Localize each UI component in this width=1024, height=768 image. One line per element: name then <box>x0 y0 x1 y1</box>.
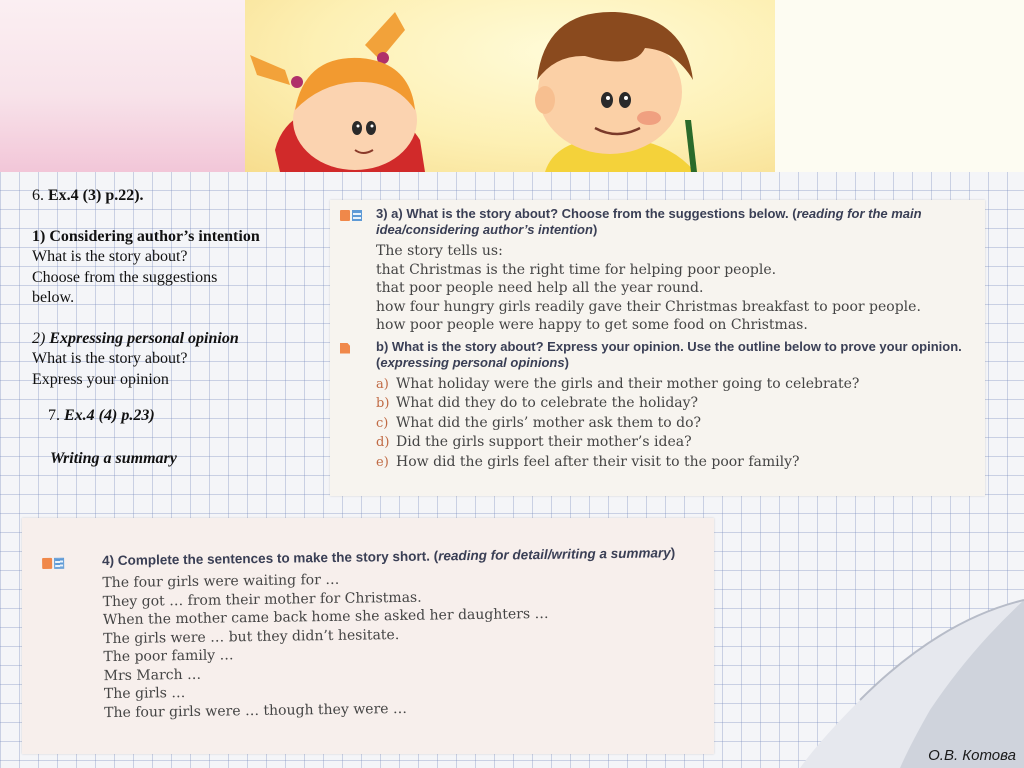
summary-sentence: They got … from their mother for Christmas. <box>102 589 422 610</box>
summary-sentence: The four girls were waiting for … <box>102 571 340 592</box>
book-icon <box>340 210 350 221</box>
part-2-heading: Expressing personal opinion <box>49 329 239 347</box>
exercise-3a-line: how four hungry girls readily gave their Christmas breakfast to poor people. <box>376 298 921 315</box>
list-item: d) Did the girls support their mother’s idea? <box>376 434 692 450</box>
summary-sentence: The four girls were … though they were … <box>104 700 408 721</box>
item-7 <box>32 406 322 427</box>
textbook-exercise-4 <box>22 518 714 754</box>
exercise-3b-heading: b) What is the story about? Express your opinion. Use the outline below to prove your opinion. (expressing personal opinions) <box>376 338 962 370</box>
exercise-3a-line: how poor people were happy to get some food on Christmas. <box>376 317 808 333</box>
part-2-number: 2) <box>32 329 46 347</box>
part-2-title <box>32 329 322 350</box>
exercise-3a-heading: 3) a) What is the story about? Choose from the suggestions below. (reading for the main idea/considering author’s intention) <box>376 206 922 237</box>
left-instructions <box>32 186 322 469</box>
summary-sentence: The girls … <box>103 685 186 703</box>
item-6-reference: Ex.4 (3) p.22). <box>48 187 144 204</box>
list-icon <box>352 210 362 221</box>
item-7-number: 7. <box>48 407 60 424</box>
item-6-number: 6. <box>32 187 44 204</box>
part-1-line: Choose from the suggestions <box>32 268 218 286</box>
textbook-exercise-3 <box>330 200 985 496</box>
book-icon <box>42 558 52 569</box>
banner-right-panel <box>775 0 1024 172</box>
cartoon-children-illustration <box>245 0 775 172</box>
list-icon <box>54 558 64 569</box>
pen-icon <box>340 343 350 354</box>
exercise-3a-line: The story tells us: <box>376 243 503 259</box>
exercise-4-heading: 4) Complete the sentences to make the story short. (reading for detail/writing a summary) <box>101 545 676 569</box>
header-banner <box>0 0 1024 172</box>
list-item: a) What holiday were the girls and their mother going to celebrate? <box>376 375 860 392</box>
exercise-3a-line: that poor people need help all the year round. <box>376 280 704 296</box>
part-2-line: What is the story about? <box>32 350 188 367</box>
cartoon-girl <box>250 12 425 172</box>
part-1-title: 1) Considering author’s intention <box>32 227 260 245</box>
item-7-reference: Ex.4 (4) p.23) <box>64 407 155 424</box>
summary-sentence: The poor family … <box>103 647 234 666</box>
exercise-3a-line: that Christmas is the right time for helping poor people. <box>376 261 777 278</box>
list-item: e) How did the girls feel after their visit to the poor family? <box>376 453 800 470</box>
summary-sentence: When the mother came back home she asked her daughters … <box>102 605 549 629</box>
part-1-line: What is the story about? <box>32 248 188 265</box>
item-7-subtitle: Writing a summary <box>50 449 177 467</box>
summary-sentence: Mrs March … <box>103 666 202 684</box>
author-signature: О.В. Котова <box>928 747 1016 764</box>
item-6 <box>32 186 322 207</box>
list-item: c) What did the girls’ mother ask them to do? <box>376 414 702 431</box>
cartoon-boy <box>535 12 697 172</box>
part-2-line: Express your opinion <box>32 370 169 388</box>
page-curl-decoration <box>740 560 1024 768</box>
part-1-line: below. <box>32 289 75 306</box>
list-item: b) What did they do to celebrate the holiday? <box>376 395 699 411</box>
summary-sentence: The girls were … but they didn’t hesitate. <box>103 626 400 647</box>
